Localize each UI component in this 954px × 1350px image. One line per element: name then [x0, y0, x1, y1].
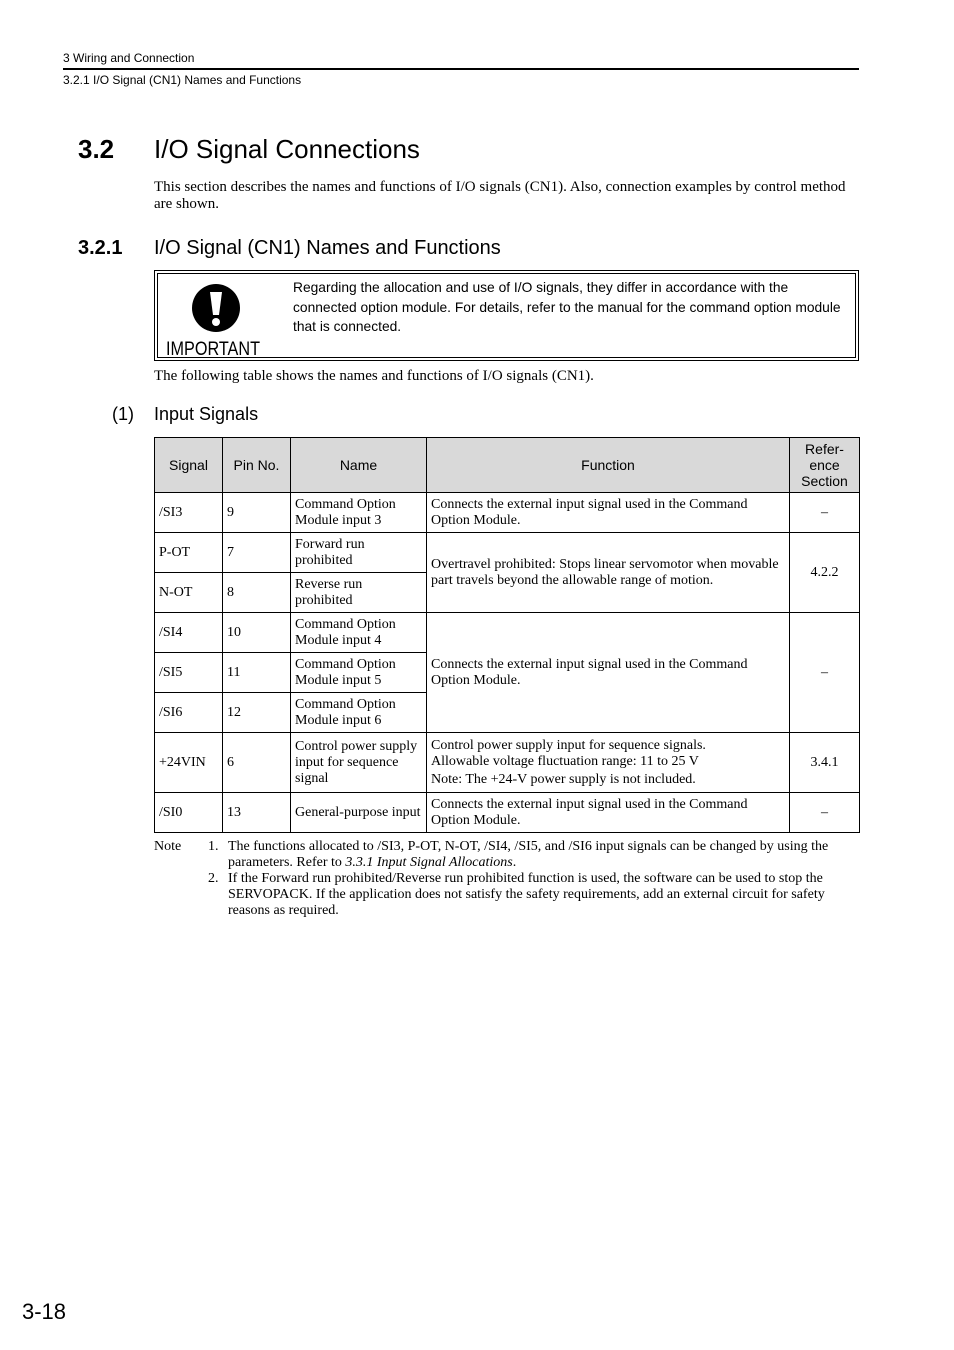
section-heading [78, 131, 420, 167]
cell-function: Overtravel prohibited: Stops linear servomotor when movable part travels beyond the allowable range of motion. [427, 533, 790, 613]
function-note: Note: The +24-V power supply is not included. [431, 771, 696, 787]
exclamation-icon [164, 282, 272, 362]
cell-signal: P-OT [155, 533, 223, 573]
cell-name: Command Option Module input 3 [291, 493, 427, 533]
cell-name: Forward run prohibited [291, 533, 427, 573]
header-name: Name [291, 438, 427, 493]
table-header-row [155, 438, 860, 493]
note-item [154, 839, 859, 871]
cell-name: Reverse run prohibited [291, 573, 427, 613]
cell-function: Connects the external input signal used in the Command Option Module. [427, 613, 790, 733]
note-reference: 3.3.1 Input Signal Allocations [345, 855, 513, 870]
cell-function [427, 733, 790, 793]
cell-reference: 4.2.2 [790, 533, 860, 613]
section-intro: This section describes the names and functions of I/O signals (CN1). Also, connection examples by control method are shown. [154, 179, 846, 212]
note-item [154, 871, 859, 919]
cell-pin: 9 [223, 493, 291, 533]
cell-pin: 6 [223, 733, 291, 793]
header-reference: Refer-ence Section [790, 438, 860, 493]
cell-pin: 11 [223, 653, 291, 693]
header-signal: Signal [155, 438, 223, 493]
section-title: I/O Signal Connections [154, 134, 420, 164]
note-text: The functions allocated to /SI3, P-OT, N-OT, /SI4, /SI5, and /SI6 input signals can be changed by using the parameters. Refer to 3.3.1 Input Signal Allocations. [228, 839, 829, 870]
table-notes [154, 839, 859, 919]
cell-function: Connects the external input signal used in the Command Option Module. [427, 793, 790, 833]
table-row [155, 793, 860, 833]
cell-reference: 3.4.1 [790, 733, 860, 793]
cell-pin: 10 [223, 613, 291, 653]
function-line: Control power supply input for sequence signals. [431, 737, 706, 753]
cell-name: General-purpose input [291, 793, 427, 833]
important-text: Regarding the allocation and use of I/O signals, they differ in accordance with the connected option module. For details, refer to the manual for the command option module that is connected. [293, 280, 841, 335]
input-signals-heading [112, 402, 258, 426]
note-number: 2. [208, 871, 219, 886]
input-signals-table [154, 437, 860, 833]
cell-pin: 8 [223, 573, 291, 613]
cell-signal: +24VIN [155, 733, 223, 793]
subsection-number: 3.2.1 [78, 237, 123, 259]
cell-reference: – [790, 613, 860, 733]
section-number: 3.2 [78, 134, 115, 164]
input-signals-label: (1) [112, 404, 134, 424]
input-signals-title: Input Signals [154, 404, 259, 424]
cell-signal: N-OT [155, 573, 223, 613]
function-line: Allowable voltage fluctuation range: 11 to 25 V [431, 753, 699, 769]
table-intro: The following table shows the names and functions of I/O signals (CN1). [154, 368, 594, 384]
table-row [155, 733, 860, 793]
cell-name: Command Option Module input 5 [291, 653, 427, 693]
cell-signal: /SI4 [155, 613, 223, 653]
cell-pin: 13 [223, 793, 291, 833]
subsection-title: I/O Signal (CN1) Names and Functions [154, 237, 501, 259]
cell-reference: – [790, 793, 860, 833]
note-label: Note [154, 839, 182, 854]
important-label: IMPORTANT [166, 339, 261, 360]
cell-name: Command Option Module input 4 [291, 613, 427, 653]
cell-reference: – [790, 493, 860, 533]
subsection-heading [78, 235, 501, 261]
note-text: If the Forward run prohibited/Reverse run prohibited function is used, the software can be used to stop the SERVOPACK. If the application does not satisfy the safety requirements, add an external circuit for safety reasons as required. [228, 871, 825, 918]
note-number: 1. [208, 839, 219, 854]
table-row [155, 613, 860, 653]
cell-signal: /SI6 [155, 693, 223, 733]
header-function: Function [427, 438, 790, 493]
cell-signal: /SI3 [155, 493, 223, 533]
cell-signal: /SI5 [155, 653, 223, 693]
cell-function: Connects the external input signal used in the Command Option Module. [427, 493, 790, 533]
important-box [154, 270, 859, 361]
table-row [155, 533, 860, 573]
table-row [155, 493, 860, 533]
cell-name: Control power supply input for sequence signal [291, 733, 427, 793]
cell-pin: 7 [223, 533, 291, 573]
header-section: 3.2.1 I/O Signal (CN1) Names and Functions [63, 73, 302, 87]
page-number: 3-18 [22, 1299, 67, 1324]
cell-pin: 12 [223, 693, 291, 733]
header-pin: Pin No. [223, 438, 291, 493]
header-chapter: 3 Wiring and Connection [63, 50, 859, 70]
cell-signal: /SI0 [155, 793, 223, 833]
running-header [63, 50, 859, 88]
cell-name: Command Option Module input 6 [291, 693, 427, 733]
